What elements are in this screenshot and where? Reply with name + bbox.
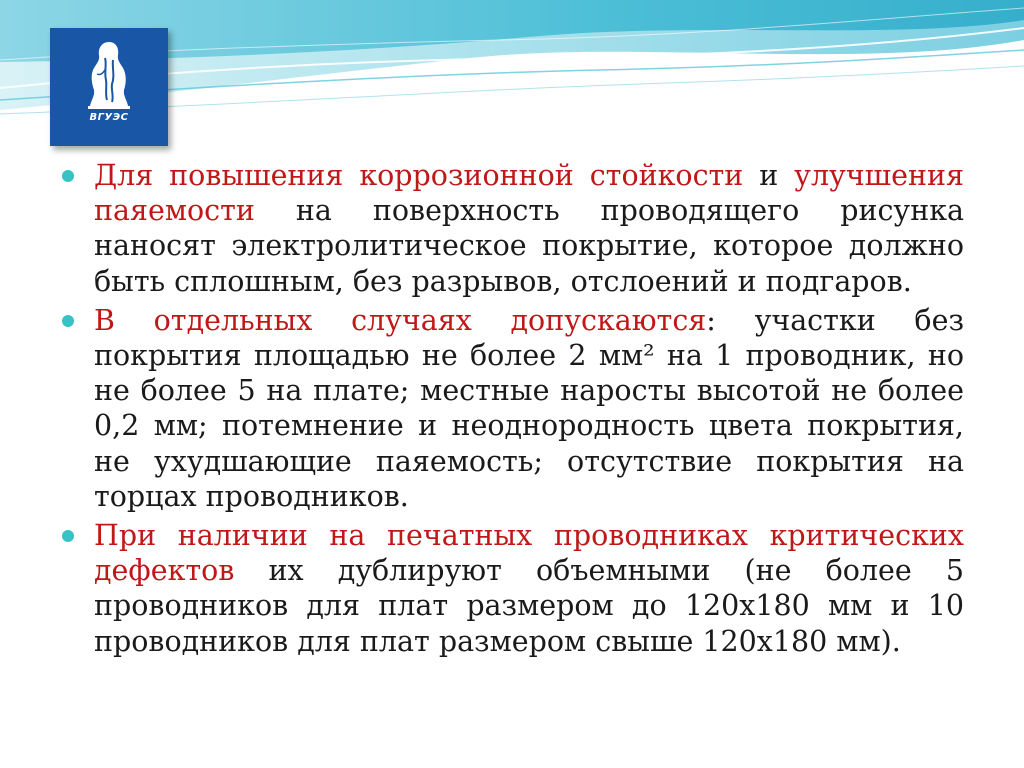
bullet-item-1 xyxy=(62,158,964,299)
bullet-dot-icon xyxy=(62,170,74,182)
body-text: и xyxy=(743,159,795,192)
body-text: на поверхность проводящего рисунка наносят электролитическое покрытие, которое должно быть сплошным, без разрывов, отслоений и подгаров. xyxy=(94,194,964,298)
logo-text: ВГУЭС xyxy=(89,112,129,123)
university-logo xyxy=(50,28,168,146)
bullet-dot-icon xyxy=(62,315,74,327)
bullet-dot-icon xyxy=(62,530,74,542)
highlight-text: улучшения паяемости xyxy=(94,159,964,228)
bullet-item-2 xyxy=(62,303,964,514)
highlight-text: В отдельных случаях допускаются xyxy=(94,303,707,337)
highlight-text: Для повышения коррозионной стойкости xyxy=(94,159,744,192)
body-text: их дублируют объемными (не более 5 проводников для плат размером до 120х180 мм и 10 проводников для плат размером свыше 120х180 мм). xyxy=(94,554,964,658)
slide-content xyxy=(62,158,964,663)
body-text: : участки без покрытия площадью не более 2 мм² на 1 проводник, но не более 5 на плате; местные наросты высотой не более 0,2 мм; потемнение и неоднородность цвета покрытия, не ухудшающие паяемость; отсутствие покрытия на торцах проводников. xyxy=(94,303,964,513)
statue-emblem-icon xyxy=(50,28,168,146)
highlight-text: При наличии на печатных проводниках критических дефектов xyxy=(94,519,964,588)
bullet-item-3 xyxy=(62,518,964,659)
